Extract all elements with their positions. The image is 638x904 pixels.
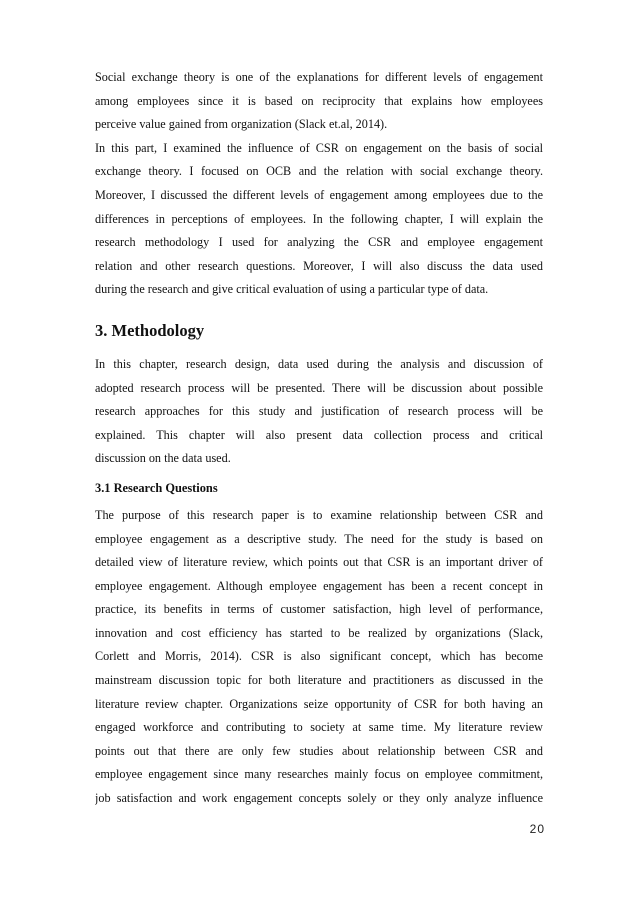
text-line: adopted research process will be presented. There will be discussion about possible bbox=[95, 380, 543, 395]
text-line: practice, its benefits in terms of customer satisfaction, high level of performance, bbox=[95, 602, 543, 617]
text-line: detailed view of literature review, which points out that CSR is an important driver of bbox=[95, 555, 543, 570]
paragraph-research-purpose bbox=[95, 504, 543, 811]
text-line: job satisfaction and work engagement concepts solely or they only analyze influence bbox=[95, 791, 543, 806]
page-number: 20 bbox=[529, 822, 545, 836]
text-line: Moreover, I discussed the different levels of engagement among employees due to the bbox=[95, 187, 543, 202]
text-line: Social exchange theory is one of the explanations for different levels of engagement bbox=[95, 70, 543, 84]
text-line: perceive value gained from organization (Slack et.al, 2014). bbox=[95, 117, 388, 132]
subsection-heading: 3.1 Research Questions bbox=[95, 480, 218, 495]
text-line: mainstream discussion topic for both literature and practitioners as discussed in the bbox=[95, 673, 543, 688]
text-line: The purpose of this research paper is to examine relationship between CSR and bbox=[95, 507, 543, 522]
text-line: among employees since it is based on reciprocity that explains how employees bbox=[95, 93, 543, 108]
text-line: points out that there are only few studies about relationship between CSR and bbox=[95, 743, 543, 758]
text-line: employee engagement. Although employee engagement has been a recent concept in bbox=[95, 578, 543, 593]
text-line: employee engagement since many researches mainly focus on employee commitment, bbox=[95, 767, 543, 782]
text-line: during the research and give critical evaluation of using a particular type of data. bbox=[95, 282, 489, 297]
text-line: explained. This chapter will also present data collection process and critical bbox=[95, 427, 543, 442]
paragraph-social-exchange bbox=[95, 66, 543, 137]
text-line: In this part, I examined the influence of CSR on engagement on the basis of social bbox=[95, 140, 543, 155]
text-line: employee engagement as a descriptive study. The need for the study is based on bbox=[95, 531, 543, 546]
text-line: engaged workforce and contributing to society at same time. My literature review bbox=[95, 720, 543, 735]
page-content bbox=[95, 66, 543, 811]
text-line: innovation and cost efficiency has started to be realized by organizations (Slack, bbox=[95, 625, 543, 640]
text-line: In this chapter, research design, data used during the analysis and discussion of bbox=[95, 356, 543, 371]
section-heading: 3. Methodology bbox=[95, 320, 205, 340]
text-line: Corlett and Morris, 2014). CSR is also significant concept, which has become bbox=[95, 649, 543, 664]
text-line: discussion on the data used. bbox=[95, 451, 231, 466]
paragraph-methodology-intro bbox=[95, 353, 543, 471]
text-line: relation and other research questions. Moreover, I will also discuss the data used bbox=[95, 258, 543, 273]
text-line: exchange theory. I focused on OCB and the relation with social exchange theory. bbox=[95, 164, 543, 179]
paragraph-summary bbox=[95, 137, 543, 302]
text-line: literature review chapter. Organizations seize opportunity of CSR for both having an bbox=[95, 696, 543, 711]
text-line: research approaches for this study and justification of research process will be bbox=[95, 404, 543, 419]
text-line: differences in perceptions of employees. In the following chapter, I will explain the bbox=[95, 211, 543, 226]
text-line: research methodology I used for analyzing the CSR and employee engagement bbox=[95, 235, 543, 250]
